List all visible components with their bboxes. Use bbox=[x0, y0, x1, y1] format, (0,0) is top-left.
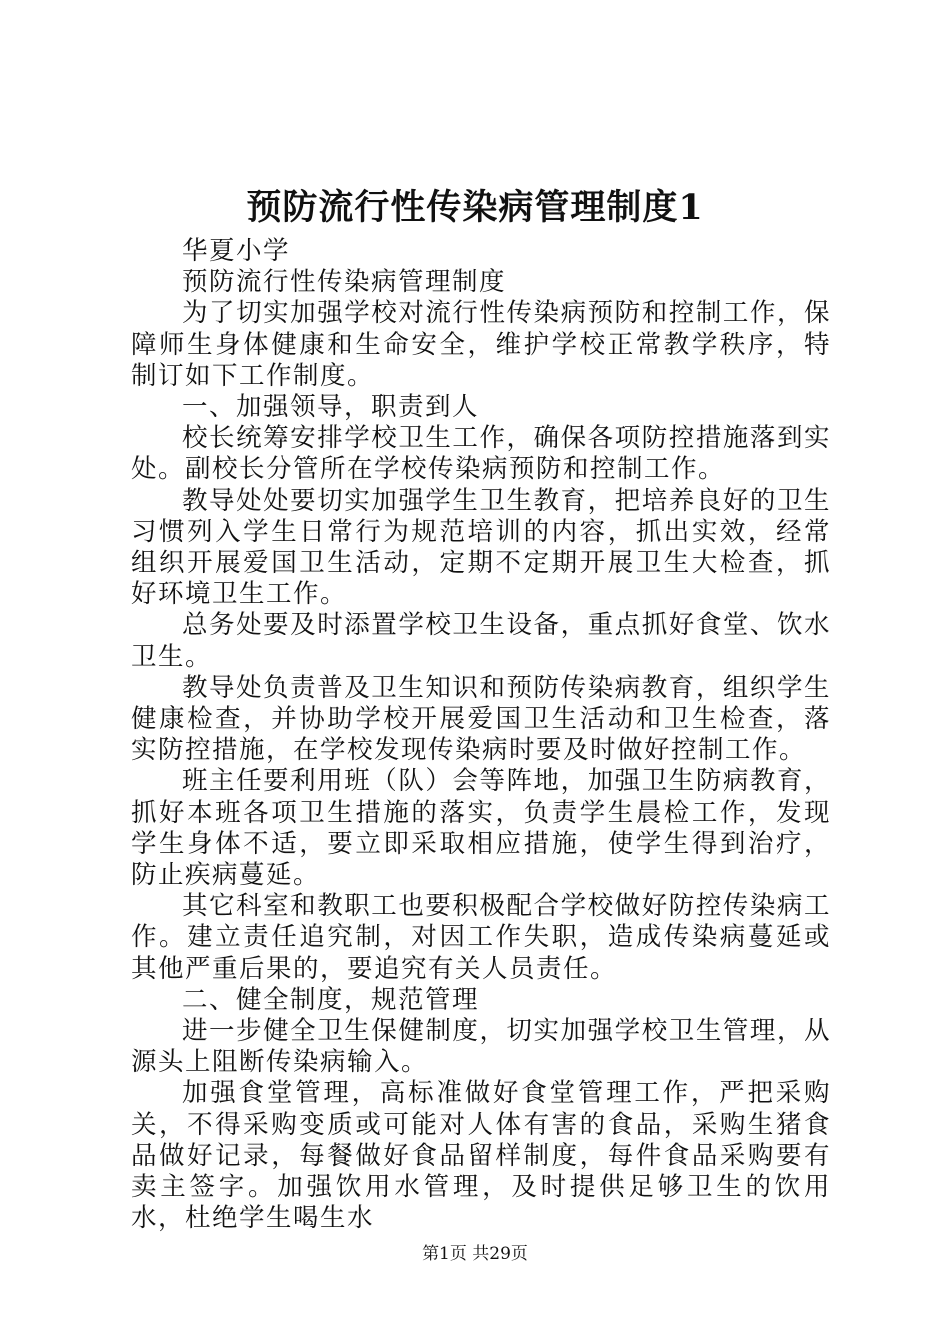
paragraph: 校长统筹安排学校卫生工作，确保各项防控措施落到实处。副校长分管所在学校传染病预防和控制工作。 bbox=[131, 423, 831, 485]
paragraph-subtitle: 预防流行性传染病管理制度 bbox=[182, 267, 507, 298]
page-number-footer: 第1页 共29页 bbox=[422, 1244, 528, 1264]
document-title: 预防流行性传染病管理制度1 bbox=[246, 187, 704, 228]
paragraph: 加强食堂管理，高标准做好食堂管理工作，严把采购关，不得采购变质或可能对人体有害的食品，采购生猪食品做好记录，每餐做好食品留样制度，每件食品采购要有卖主签字。加强饮用水管理，及时提供足够卫生的饮用水，杜绝学生喝生水 bbox=[131, 1078, 831, 1234]
paragraph: 班主任要利用班（队）会等阵地，加强卫生防病教育，抓好本班各项卫生措施的落实，负责学生晨检工作，发现学生身体不适，要立即采取相应措施，使学生得到治疗，防止疾病蔓延。 bbox=[131, 766, 831, 891]
section-heading: 一、加强领导，职责到人 bbox=[182, 392, 480, 423]
paragraph: 为了切实加强学校对流行性传染病预防和控制工作，保障师生身体健康和生命安全，维护学校正常教学秩序，特制订如下工作制度。 bbox=[131, 298, 831, 391]
section-heading: 二、健全制度，规范管理 bbox=[182, 984, 480, 1015]
paragraph-school-name: 华夏小学 bbox=[182, 236, 291, 266]
paragraph: 进一步健全卫生保健制度，切实加强学校卫生管理，从源头上阻断传染病输入。 bbox=[131, 1016, 831, 1078]
paragraph: 教导处处要切实加强学生卫生教育，把培养良好的卫生习惯列入学生日常行为规范培训的内容，抓出实效，经常组织开展爱国卫生活动，定期不定期开展卫生大检查，抓好环境卫生工作。 bbox=[131, 485, 831, 610]
paragraph: 教导处负责普及卫生知识和预防传染病教育，组织学生健康检查，并协助学校开展爱国卫生活动和卫生检查，落实防控措施，在学校发现传染病时要及时做好控制工作。 bbox=[131, 672, 831, 766]
document-body bbox=[131, 236, 831, 1235]
paragraph: 总务处要及时添置学校卫生设备，重点抓好食堂、饮水卫生。 bbox=[131, 610, 831, 672]
paragraph: 其它科室和教职工也要积极配合学校做好防控传染病工作。建立责任追究制，对因工作失职，造成传染病蔓延或其他严重后果的，要追究有关人员责任。 bbox=[131, 891, 831, 984]
